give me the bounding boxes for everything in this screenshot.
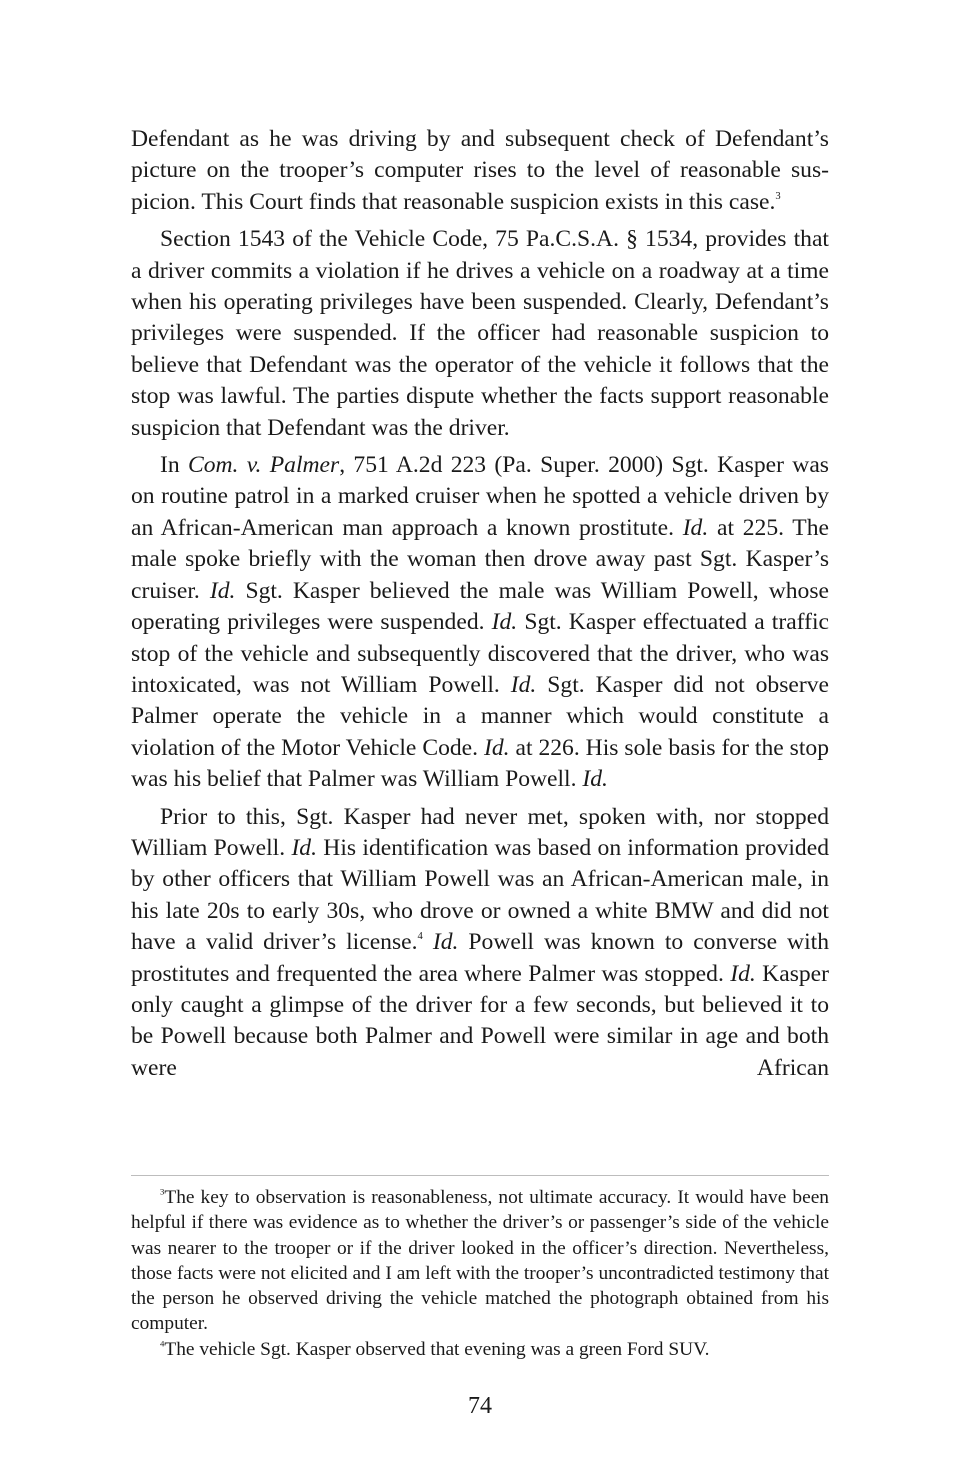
text-run	[423, 929, 433, 955]
footnote-marker: 4	[160, 1338, 165, 1349]
citation-italic: Com. v. Palmer	[187, 452, 340, 479]
citation-italic: Id.	[291, 834, 317, 861]
text-run: Sgt. Kasper did not observe Palmer operate the vehicle in a manner which would constitute a violation of the Motor Vehicle Code.	[131, 671, 830, 761]
page-number: 74	[468, 1393, 492, 1419]
text-run: Section 1543 of the Vehicle Code, 75 Pa.C.S.A. § 1534, provides that a driver commits a violation if he drives a vehicle on a roadway at a time when his operating privileges have been suspended. Clearly, Defendant’s privileges were suspended. If the officer had reasonable suspicion to believe that Defendant was the operator of the vehicle it follows that the stop was lawful. The parties dispute whether the facts support reasonable suspicion that Defendant was the driver.	[131, 226, 829, 441]
text-run: at 226. His sole basis for the stop was his belief that Palmer was William Powell.	[131, 734, 829, 793]
text-run: The vehicle Sgt. Kasper observed that evening was a green Ford SUV.	[164, 1338, 710, 1360]
text-run: His identification was based on information provided by other officers that William Powell was an African-American male, in his late 20s to early 30s, who drove or owned a white BMW and did not have a valid driver’s license.	[131, 834, 830, 956]
body-text	[131, 124, 829, 1090]
paragraph	[131, 802, 829, 1085]
text-run: Prior to this, Sgt. Kasper had never met, spoken with, nor stopped William Powell.	[131, 803, 829, 861]
text-run: Powell was known to converse with prostitutes and frequented the area where Palmer was stopped.	[131, 929, 829, 987]
paragraph	[131, 224, 829, 444]
paragraph	[131, 450, 829, 795]
text-run: Sgt. Kasper effectuated a traffic stop of the vehicle and subsequently discovered that the driver, who was intoxicated, was not William Powell.	[131, 609, 829, 698]
citation-italic: Id.	[582, 766, 608, 793]
footnote-divider	[131, 1175, 829, 1176]
text-run: The key to observation is reasonableness, not ultimate accuracy. It would have been helpful if there was evidence as to whether the driver’s or passenger’s side of the vehicle was nearer to the trooper or if the driver looked in the officer’s direction. Nevertheless, those facts were not elicited and I am left with the trooper’s uncontradicted testimony that the person he observed driving the vehicle matched the photograph obtained from his computer.	[131, 1187, 829, 1335]
footnote-marker: 3	[775, 190, 781, 202]
citation-italic: Id.	[483, 734, 510, 761]
text-run: at 225. The male spoke briefly with the woman then drove away past Sgt. Kasper’s cruiser.	[131, 514, 829, 604]
text-run: , 751 A.2d 223 (Pa. Super. 2000) Sgt. Kasper was on routine patrol in a marked cruiser when he spotted a vehicle driven by an African-American man approach a known prostitute.	[131, 452, 829, 541]
text-run: Kasper only caught a glimpse of the driver for a few seconds, but believed it to be Powell because both Palmer and Powell were similar in age and both were African	[131, 960, 829, 1081]
footnote	[131, 1185, 829, 1337]
footnote-marker: 4	[417, 931, 423, 943]
citation-italic: Id.	[510, 671, 537, 698]
citation-italic: Id.	[682, 514, 709, 541]
footnote-marker: 3	[160, 1186, 165, 1197]
text-run: Sgt. Kasper believed the male was William Powell, whose operating privileges were suspended.	[131, 577, 829, 636]
text-run: Defendant as he was driving by and subsequent check of Defendant’s picture on the trooper’s computer rises to the level of reasonable suspicion. This Court finds that reasonable suspicion exists in this case.	[131, 126, 829, 215]
footnotes	[131, 1185, 829, 1362]
paragraph	[131, 124, 829, 218]
citation-italic: Id.	[730, 960, 756, 987]
text-run: In	[160, 452, 188, 479]
citation-italic: Id.	[432, 929, 459, 956]
footnote	[131, 1337, 829, 1362]
citation-italic: Id.	[209, 577, 236, 604]
citation-italic: Id.	[491, 609, 518, 636]
